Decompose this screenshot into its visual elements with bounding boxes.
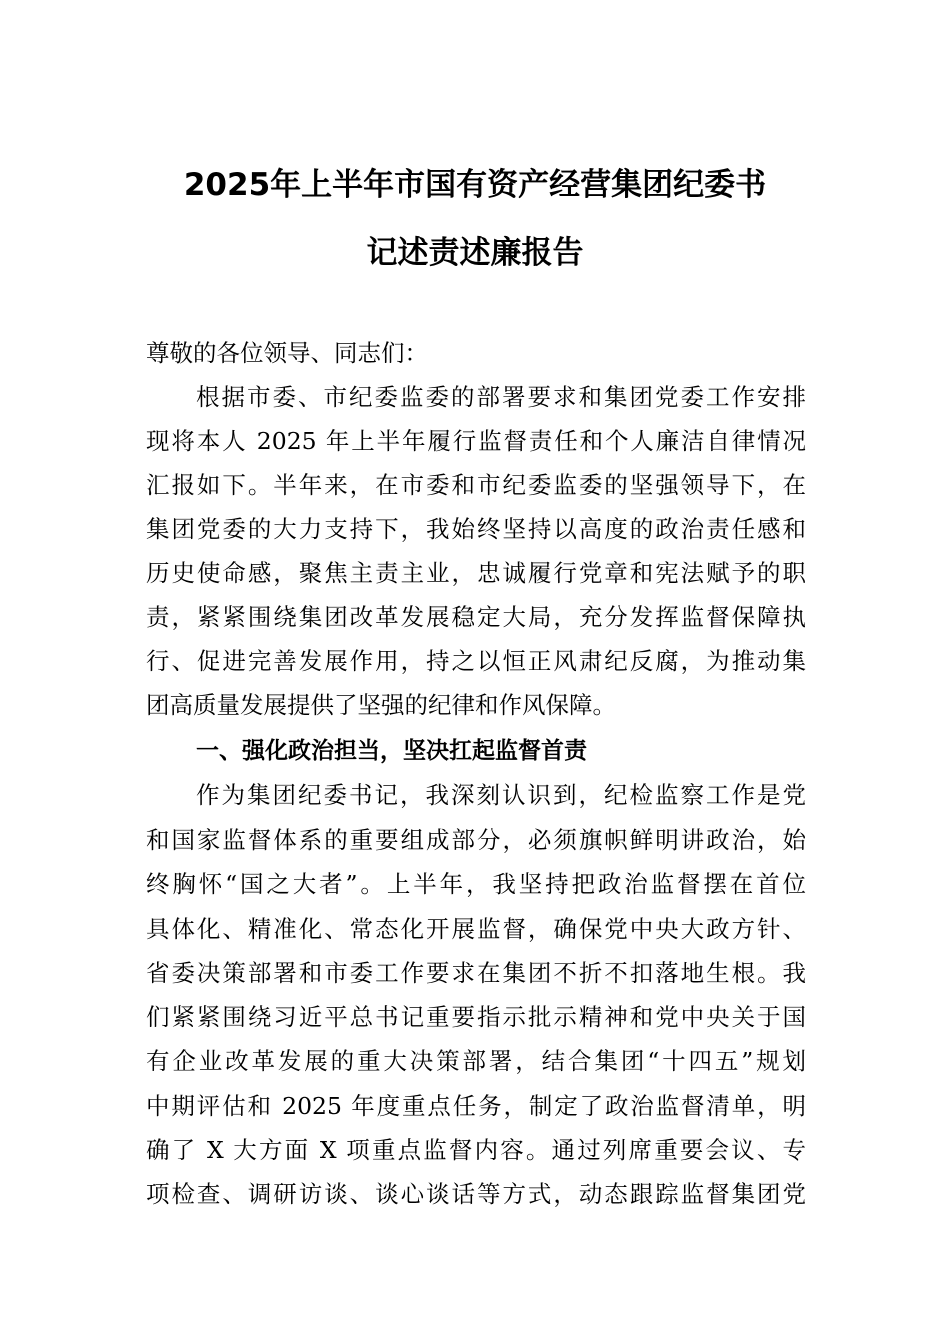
body-line: 中期评估和 2025 年度重点任务，制定了政治监督清单，明 [146, 1092, 806, 1120]
body-line: 集团党委的大力支持下，我始终坚持以高度的政治责任感和 [146, 515, 806, 543]
document-title-line-1: 2025年上半年市国有资产经营集团纪委书 [183, 167, 767, 203]
body-line: 作为集团纪委书记，我深刻认识到，纪检监察工作是党 [196, 781, 806, 809]
body-line: 省委决策部署和市委工作要求在集团不折不扣落地生根。我 [146, 959, 806, 987]
body-line: 确了 X 大方面 X 项重点监督内容。通过列席重要会议、专 [146, 1136, 806, 1164]
section-heading: 一、强化政治担当，坚决扛起监督首责 [196, 738, 587, 764]
body-line: 历史使命感，聚焦主责主业，忠诚履行党章和宪法赋予的职 [146, 559, 806, 587]
body-line: 有企业改革发展的重大决策部署，结合集团“十四五”规划 [146, 1047, 806, 1075]
body-line: 具体化、精准化、常态化开展监督，确保党中央大政方针、 [146, 915, 806, 943]
greeting: 尊敬的各位领导、同志们： [146, 339, 428, 367]
body-line: 终胸怀“国之大者”。上半年，我坚持把政治监督摆在首位 [146, 870, 806, 898]
body-line: 汇报如下。半年来，在市委和市纪委监委的坚强领导下，在 [146, 471, 806, 499]
body-line: 团高质量发展提供了坚强的纪律和作风保障。 [146, 691, 616, 719]
body-line: 和国家监督体系的重要组成部分，必须旗帜鲜明讲政治，始 [146, 826, 806, 854]
body-line: 现将本人 2025 年上半年履行监督责任和个人廉洁自律情况 [146, 427, 806, 455]
document-title-line-2: 记述责述廉报告 [366, 235, 584, 271]
body-line: 们紧紧围绕习近平总书记重要指示批示精神和党中央关于国 [146, 1003, 806, 1031]
body-line: 根据市委、市纪委监委的部署要求和集团党委工作安排 [196, 383, 806, 411]
body-line: 责，紧紧围绕集团改革发展稳定大局，充分发挥监督保障执 [146, 603, 806, 631]
body-line: 行、促进完善发展作用，持之以恒正风肃纪反腐，为推动集 [146, 647, 806, 675]
body-line: 项检查、调研访谈、谈心谈话等方式，动态跟踪监督集团党 [146, 1180, 806, 1208]
